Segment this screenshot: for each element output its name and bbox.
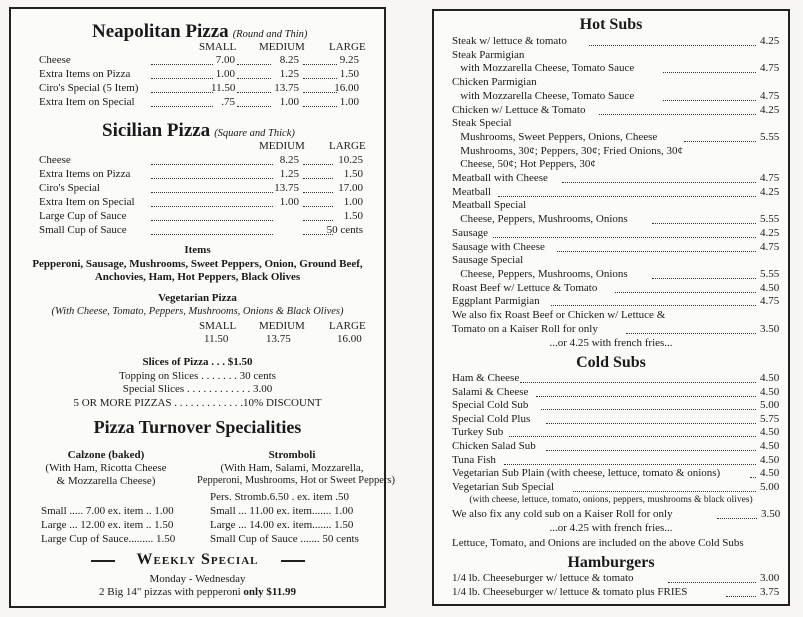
calzone-title: Calzone (baked) (67, 449, 145, 461)
weekly-special-title: Weekly Special (136, 551, 259, 568)
hot-sub-name: Eggplant Parmigian (452, 295, 540, 308)
nea-row-leader (237, 92, 271, 93)
hot-sub-name: Steak w/ lettuce & tomato (452, 35, 567, 47)
hot-sub-leader (589, 45, 757, 46)
stromboli-row-3: Large ... 14.00 ex. item....... 1.50 (210, 519, 354, 531)
hot-sub-price: 5.55 (760, 267, 780, 280)
hot-sub-leader (684, 141, 756, 142)
veg-price-large: 16.00 (337, 333, 362, 345)
hot-sub-price: 4.25 (760, 103, 780, 116)
calzone-row-1: Small ..... 7.00 ex. item .. 1.00 (41, 505, 174, 517)
cold-sub-name: Salami & Cheese (452, 385, 529, 398)
hot-sub-price: 3.50 (760, 322, 780, 335)
right-menu-panel (432, 9, 790, 606)
sicilian-heading (102, 120, 295, 142)
veg-size-small: SMALL (199, 320, 237, 332)
burger-leader (668, 582, 756, 583)
cold-sub-leader (546, 450, 756, 451)
burger-name: 1/4 lb. Cheeseburger w/ lettuce & tomato plus FRIES (452, 585, 688, 598)
nea-row-medium: 8.25 (279, 54, 299, 66)
sic-row-medium: 8.25 (279, 154, 299, 166)
nea-row-large: 9.25 (339, 54, 359, 66)
hot-sub-leader (626, 333, 756, 334)
hot-sub-name: Chicken w/ Lettuce & Tomato (452, 103, 586, 116)
hot-sub-price: 4.75 (760, 172, 780, 184)
neapolitan-heading (92, 21, 307, 43)
sic-row-medium: 13.75 (274, 182, 299, 194)
slices-special: Special Slices . . . . . . . . . . . . 3.00 (122, 383, 273, 395)
hot-sub-name: Meatball (452, 185, 492, 198)
turnover-title: Pizza Turnover Specialities (93, 417, 302, 437)
cold-sub-leader (541, 409, 756, 410)
cold-sub-leader (504, 464, 756, 465)
sic-row-name: Large Cup of Sauce (39, 210, 127, 222)
cold-sub-price: 4.50 (760, 385, 780, 398)
cold-sub-price: 4.50 (760, 467, 780, 480)
hot-sub-name: Tomato on a Kaiser Roll for only (452, 322, 598, 335)
veg-size-medium: MEDIUM (259, 320, 305, 332)
sic-row-large: 10.25 (338, 154, 363, 166)
nea-row-name: Extra Item on Special (39, 96, 135, 108)
weekly-rule-right (281, 560, 305, 562)
weekly-offer: 2 Big 14" pizzas with pepperoni only $11.99 (99, 586, 296, 598)
sic-row-leader (151, 220, 273, 221)
cold-sub-price: 4.50 (760, 372, 780, 384)
cold-sub-name: Tuna Fish (452, 453, 496, 466)
cold-sub-name: Special Cold Plus (452, 412, 531, 425)
calzone-desc-2: & Mozzarella Cheese) (56, 475, 156, 487)
hot-sub-name: Cheese, 50¢; Hot Peppers, 30¢ (452, 158, 596, 171)
sic-size-large: LARGE (329, 140, 366, 152)
nea-size-large: LARGE (329, 41, 366, 53)
cold-kaiser-leader (717, 518, 757, 519)
cold-sub-name: Special Cold Sub (452, 399, 529, 412)
calzone-row-3: Large Cup of Sauce......... 1.50 (41, 533, 176, 545)
sic-row-medium: 1.25 (279, 168, 299, 180)
hot-sub-name: Sausage with Cheese (452, 240, 545, 253)
hot-subs-fries: ...or 4.25 with french fries... (549, 337, 673, 349)
nea-row-leader (237, 64, 271, 65)
nea-row-medium: 1.00 (279, 96, 299, 108)
sic-row-leader (151, 192, 273, 193)
items-line-1: Pepperoni, Sausage, Mushrooms, Sweet Peppers, Onion, Ground Beef, (32, 258, 363, 270)
sic-row-name: Extra Items on Pizza (39, 168, 131, 180)
nea-row-small: 7.00 (215, 54, 235, 66)
cold-sub-leader (573, 491, 756, 492)
nea-row-large: 16.00 (334, 82, 359, 94)
sic-row-large: 1.50 (343, 210, 363, 222)
nea-row-leader (151, 106, 213, 107)
hot-sub-name: Cheese, Peppers, Mushrooms, Onions (452, 213, 628, 226)
hot-sub-price: 4.75 (760, 295, 780, 308)
hot-sub-name: Steak Parmigian (452, 48, 525, 61)
cold-kaiser-price: 3.50 (761, 508, 781, 520)
hot-sub-price: 4.50 (760, 281, 780, 294)
items-line-2: Anchovies, Ham, Hot Peppers, Black Olives (94, 271, 301, 283)
hot-sub-leader (652, 278, 756, 279)
nea-row-large: 1.00 (339, 96, 359, 108)
cold-sub-leader (520, 382, 756, 383)
slices-topping: Topping on Slices . . . . . . . 30 cents (119, 370, 276, 382)
sic-row-leader (151, 234, 273, 235)
hot-sub-leader (557, 251, 756, 252)
sic-row-leader (151, 206, 273, 207)
stromboli-desc-1: (With Ham, Salami, Mozzarella, (220, 462, 364, 474)
calzone-desc-1: (With Ham, Ricotta Cheese (45, 462, 167, 474)
nea-row-small: .75 (221, 96, 235, 108)
nea-row-small: 1.00 (215, 68, 235, 80)
hamburgers-title: Hamburgers (567, 554, 655, 571)
hot-sub-leader (652, 223, 756, 224)
sic-row-name: Extra Item on Special (39, 196, 135, 208)
sic-row-name: Small Cup of Sauce (39, 224, 127, 236)
cold-subs-title: Cold Subs (576, 354, 646, 371)
cold-subs-fries: ...or 4.25 with french fries... (549, 522, 673, 534)
sic-row-medium: 1.00 (279, 196, 299, 208)
stromboli-title: Stromboli (268, 449, 316, 461)
cold-sub-leader (536, 396, 757, 397)
hot-sub-name: with Mozzarella Cheese, Tomato Sauce (452, 62, 635, 75)
hot-sub-leader (599, 114, 756, 115)
stromboli-desc-2: Pepperoni, Mushrooms, Hot or Sweet Peppers) (197, 475, 396, 486)
hot-sub-leader (551, 305, 756, 306)
cold-sub-price: 4.50 (760, 440, 780, 452)
hot-sub-name: Mushrooms, Sweet Peppers, Onions, Cheese (452, 130, 658, 143)
hot-sub-name: Mushrooms, 30¢; Peppers, 30¢; Fried Onions, 30¢ (452, 144, 683, 157)
hot-sub-price: 5.55 (760, 130, 780, 143)
hot-sub-name: with Mozzarella Cheese, Tomato Sauce (452, 89, 635, 102)
stromboli-row-2: Small ... 11.00 ex. item....... 1.00 (210, 505, 354, 517)
hot-sub-price: 5.55 (760, 213, 780, 226)
sic-row-large: 17.00 (338, 182, 363, 194)
pizza-discount: 5 OR MORE PIZZAS . . . . . . . . . . . . .10% DISCOUNT (73, 397, 322, 409)
nea-row-name: Cheese (39, 54, 71, 66)
hot-sub-name: We also fix Roast Beef or Chicken w/ Lettuce & (452, 309, 666, 321)
cold-sub-leader (750, 477, 756, 478)
burger-price: 3.00 (760, 572, 780, 584)
nea-row-name: Extra Items on Pizza (39, 68, 131, 80)
sic-row-large: 1.00 (343, 196, 363, 208)
hot-subs-title: Hot Subs (579, 16, 643, 33)
nea-row-leader (151, 64, 213, 65)
hot-sub-name: Chicken Parmigian (452, 76, 537, 89)
items-title: Items (184, 244, 211, 256)
nea-row-name: Ciro's Special (5 Item) (39, 82, 139, 94)
hot-sub-price: 4.25 (760, 35, 780, 47)
cold-kaiser-label: We also fix any cold sub on a Kaiser Roll for only (452, 508, 673, 520)
cold-sub-price: 4.50 (760, 453, 780, 466)
burger-price: 3.75 (760, 585, 780, 598)
cold-sub-price: 4.50 (760, 426, 780, 439)
nea-size-small: SMALL (199, 41, 237, 53)
hot-sub-leader (493, 237, 756, 238)
nea-row-leader (237, 106, 271, 107)
sicilian-title: Sicilian Pizza (102, 120, 211, 141)
hot-sub-price: 4.75 (760, 62, 780, 75)
hot-sub-name: Roast Beef w/ Lettuce & Tomato (452, 281, 598, 294)
calzone-row-2: Large ... 12.00 ex. item .. 1.50 (41, 519, 174, 531)
burger-name: 1/4 lb. Cheeseburger w/ lettuce & tomato (452, 572, 634, 584)
cold-sub-name: Vegetarian Sub Plain (with cheese, lettuce, tomato & onions) (452, 467, 721, 480)
hot-sub-name: Sausage Special (452, 254, 524, 267)
cold-sub-name: Vegetarian Sub Special (452, 480, 555, 493)
hot-sub-name: Steak Special (452, 117, 512, 130)
hot-sub-name: Cheese, Peppers, Mushrooms, Onions (452, 267, 628, 280)
veg-size-large: LARGE (329, 320, 366, 332)
sic-row-leader (151, 164, 273, 165)
neapolitan-subtitle: (Round and Thin) (232, 29, 308, 40)
cold-sub-price: 5.00 (760, 399, 780, 412)
sic-row-leader (151, 178, 273, 179)
hot-sub-name: Meatball with Cheese (452, 172, 548, 184)
nea-row-medium: 1.25 (279, 68, 299, 80)
sic-row-name: Cheese (39, 154, 71, 166)
hot-sub-leader (663, 100, 756, 101)
hot-sub-price: 4.25 (760, 226, 780, 239)
nea-row-large: 1.50 (339, 68, 359, 80)
hot-sub-price: 4.75 (760, 89, 780, 102)
sic-size-medium: MEDIUM (259, 140, 305, 152)
burger-leader (726, 596, 756, 597)
hot-sub-leader (615, 292, 756, 293)
veg-pizza-title: Vegetarian Pizza (158, 292, 237, 304)
hot-sub-price: 4.75 (760, 240, 780, 253)
slices-title: Slices of Pizza . . . $1.50 (142, 356, 253, 368)
cold-veg-note: (with cheese, lettuce, tomato, onions, peppers, mushrooms & black olives) (469, 495, 753, 505)
cold-sub-leader (509, 436, 756, 437)
nea-row-medium: 13.75 (274, 82, 299, 94)
sic-row-large: 50 cents (326, 224, 363, 236)
cold-sub-name: Ham & Cheese (452, 372, 520, 384)
cold-sub-price: 5.75 (760, 412, 780, 425)
nea-row-small: 11.50 (211, 82, 236, 94)
nea-size-medium: MEDIUM (259, 41, 305, 53)
nea-row-leader (237, 78, 271, 79)
hot-sub-leader (562, 182, 756, 183)
hot-sub-leader (663, 72, 756, 73)
left-menu-panel (9, 7, 396, 608)
cold-subs-lettuce-note: Lettuce, Tomato, and Onions are included on the above Cold Subs (452, 537, 744, 549)
nea-row-leader (151, 92, 213, 93)
hot-sub-price: 4.25 (760, 185, 780, 198)
stromboli-row-1: Pers. Stromb.6.50 . ex. item .50 (210, 491, 350, 503)
weekly-days: Monday - Wednesday (149, 573, 246, 585)
veg-pizza-desc: (With Cheese, Tomato, Peppers, Mushrooms, Onions & Black Olives) (51, 306, 344, 317)
hot-sub-name: Meatball Special (452, 199, 527, 212)
hot-sub-leader (498, 196, 756, 197)
neapolitan-title: Neapolitan Pizza (92, 21, 229, 42)
cold-sub-leader (546, 423, 756, 424)
veg-price-small: 11.50 (204, 333, 229, 345)
veg-price-medium: 13.75 (266, 333, 291, 345)
cold-sub-name: Chicken Salad Sub (452, 440, 536, 452)
cold-sub-price: 5.00 (760, 480, 780, 493)
hot-sub-name: Sausage (452, 226, 489, 239)
sicilian-subtitle: (Square and Thick) (214, 128, 295, 139)
nea-row-leader (151, 78, 213, 79)
cold-sub-name: Turkey Sub (452, 426, 504, 439)
sic-row-large: 1.50 (343, 168, 363, 180)
sic-row-name: Ciro's Special (39, 182, 100, 194)
stromboli-row-4: Small Cup of Sauce ....... 50 cents (210, 533, 359, 545)
